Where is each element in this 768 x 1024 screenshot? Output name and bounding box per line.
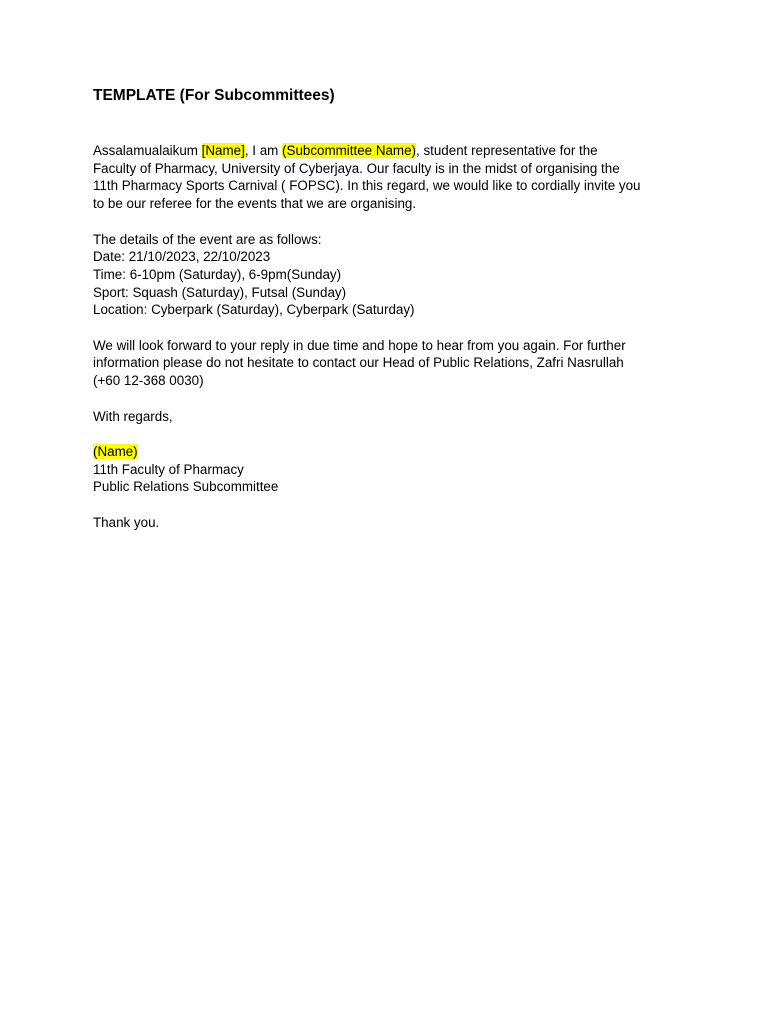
signature-name-placeholder-highlight: (Name) (93, 443, 138, 459)
signature-org-line-2: Public Relations Subcommittee (93, 479, 279, 495)
document-page (93, 86, 693, 549)
document-title: TEMPLATE (For Subcommittees) (93, 87, 335, 104)
intro-paragraph (93, 142, 693, 213)
regards-paragraph (93, 408, 693, 426)
closing-line-1: We will look forward to your reply in due time and hope to hear from you again. For further (93, 337, 626, 353)
closing-line-2: information please do not hesitate to contact our Head of Public Relations, Zafri Nasrullah (93, 355, 624, 371)
thanks-paragraph (93, 514, 693, 532)
details-sport: Sport: Squash (Saturday), Futsal (Sunday) (93, 284, 347, 300)
thanks-text: Thank you. (93, 514, 160, 530)
event-details-paragraph (93, 231, 693, 320)
intro-line-2: Faculty of Pharmacy, University of Cyberjaya. Our faculty is in the midst of organising the (93, 160, 620, 176)
intro-line-4: to be our referee for the events that we are organising. (93, 196, 417, 212)
details-heading: The details of the event are as follows: (93, 231, 322, 247)
intro-line-1 (93, 142, 693, 160)
greeting-text: Assalamualaikum (93, 143, 202, 158)
details-date: Date: 21/10/2023, 22/10/2023 (93, 249, 271, 265)
closing-line-3: (+60 12-368 0030) (93, 373, 204, 389)
intro-line-3: 11th Pharmacy Sports Carnival ( FOPSC). In this regard, we would like to cordially invite you (93, 178, 641, 194)
regards-text: With regards, (93, 408, 173, 424)
subcommittee-placeholder-highlight: (Subcommittee Name) (282, 143, 416, 158)
name-placeholder-highlight: [Name] (201, 143, 245, 158)
i-am-text: , I am (244, 143, 283, 158)
details-time: Time: 6-10pm (Saturday), 6-9pm(Sunday) (93, 266, 342, 282)
details-location: Location: Cyberpark (Saturday), Cyberpark (Saturday) (93, 302, 415, 318)
signature-name-line (93, 443, 693, 461)
intro-line-1-rest: , student representative for the (416, 143, 598, 158)
signature-block (93, 443, 693, 496)
signature-org-line-1: 11th Faculty of Pharmacy (93, 461, 244, 477)
closing-paragraph (93, 337, 693, 390)
